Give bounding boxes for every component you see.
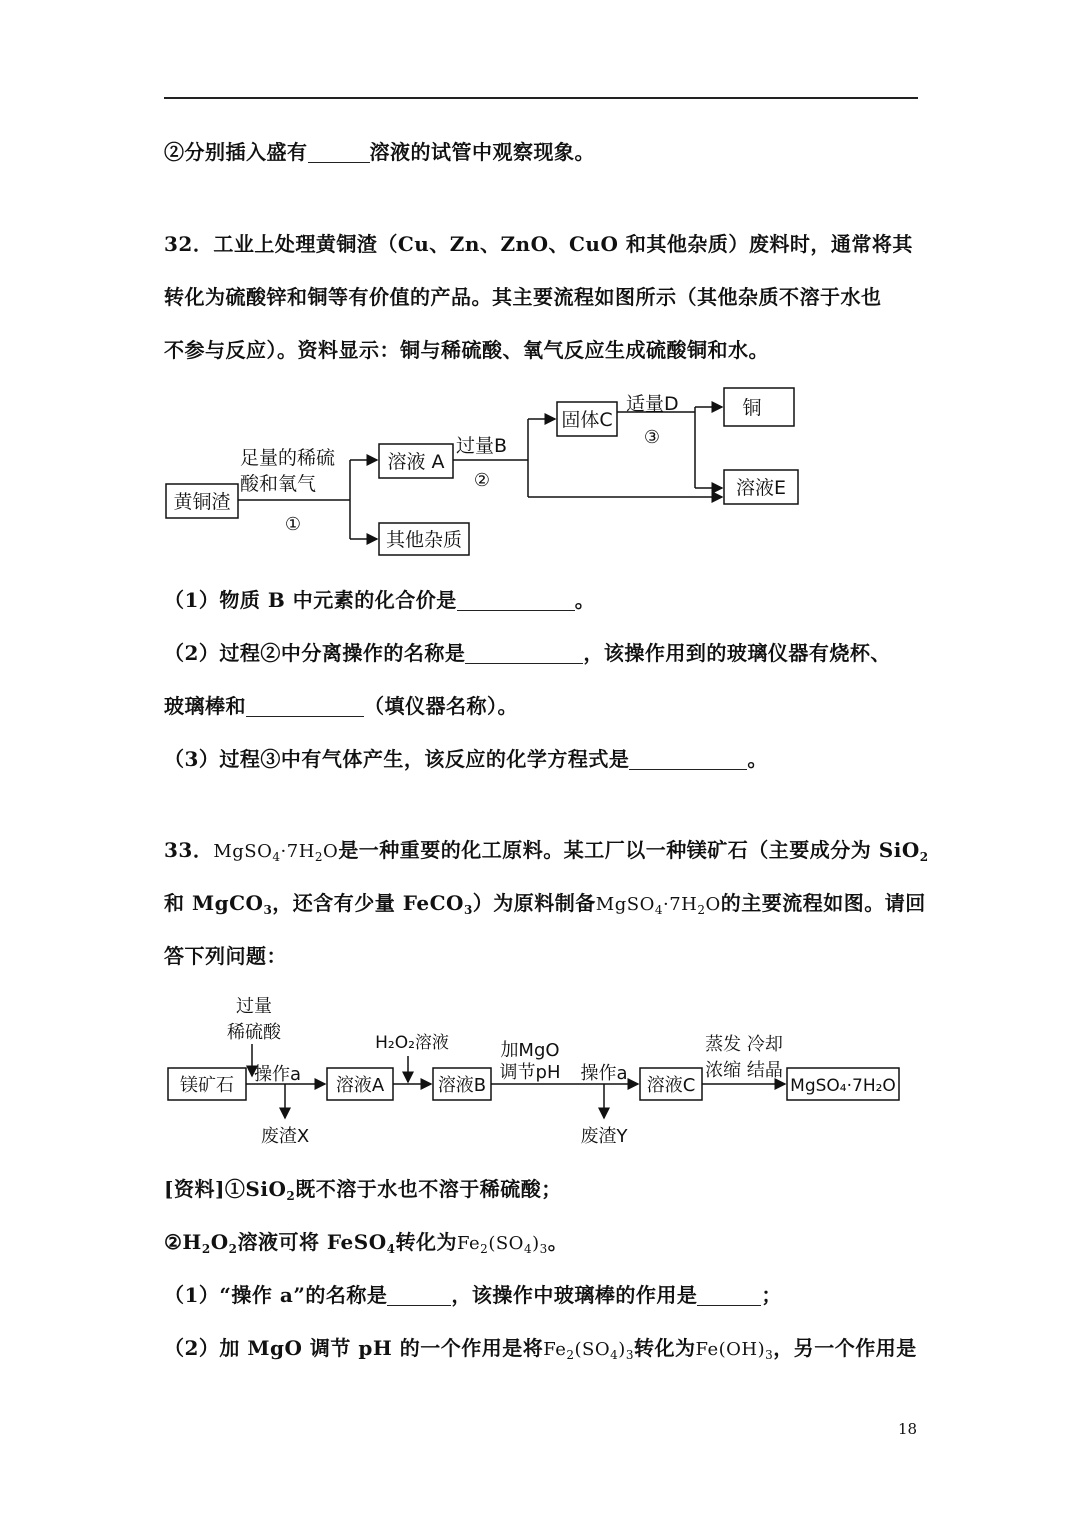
label-evap-b: 浓缩 结晶 [705,1060,783,1081]
q33-intro-line-3 [164,940,287,969]
q33-sub2-text-c: ，另一个作用是 [773,1336,917,1360]
q33-sub2 [164,1332,917,1362]
formula-sub: 3 [263,903,273,917]
label-mgo-b: 调节pH [499,1062,561,1083]
q32-intro-3: 不参与反应）。资料显示：铜与稀硫酸、氧气反应生成硫酸铜和水。 [164,338,769,362]
formula-sub: 3 [625,1348,634,1362]
answer-blank[interactable] [629,747,747,770]
fe-oh: Fe(OH) [695,1339,766,1360]
fe-b: (SO [574,1339,611,1360]
info-2h: 。 [547,1230,569,1254]
q32-sub1-text: （1）物质 B 中元素的化合价是 [164,588,457,612]
info-2a: ②H [164,1230,202,1254]
formula-sub: 2 [697,903,706,917]
info-1a: [资料]①SiO [164,1177,287,1201]
q33-intro-2b: ，还含有少量 FeCO [272,891,464,915]
formula-sub: 2 [919,850,929,864]
formula-sub: 2 [480,1242,489,1256]
header-rule [164,97,918,99]
answer-blank[interactable] [465,641,583,664]
formula-sub: 2 [566,1348,575,1362]
q33-intro-2c: ）为原料制备 [472,891,596,915]
prev-text-b: 溶液的试管中观察现象。 [369,140,595,164]
label-solid-c: 固体C [561,409,613,431]
q32-sub3-text: （3）过程③中有气体产生，该反应的化学方程式是 [164,747,630,771]
label-reagent3: 适量D [626,393,679,415]
formula-sub: 3 [463,903,473,917]
label-reagent-b: 稀硫酸 [227,1022,281,1043]
formula-sub: 4 [523,1242,533,1256]
label-waste-x: 废渣X [260,1126,310,1147]
label-ore: 镁矿石 [180,1075,234,1096]
label-product: MgSO₄·7H₂O [790,1076,896,1096]
q33-info-1 [164,1173,562,1203]
q33-intro-2a: 和 MgCO [164,891,264,915]
formula-c: O [705,894,721,915]
formula-b: ·7H [662,894,698,915]
label-impurity: 其他杂质 [385,529,463,551]
q33-intro-line-2 [164,887,926,917]
answer-blank[interactable] [697,1283,761,1306]
info-2d: 转化为 [395,1230,457,1254]
q32-intro-2: 转化为硫酸锌和铜等有价值的产品。其主要流程如图所示（其他杂质不溶于水也 [164,285,882,309]
q32-sub1-end: 。 [574,588,596,612]
label-h2o2: H₂O₂溶液 [375,1033,449,1053]
info-2c: 溶液可将 FeSO [237,1230,387,1254]
q32-intro-line-3 [164,334,769,363]
q32-sub2 [164,637,891,666]
q32-sub2-text: （2）过程②中分离操作的名称是 [164,641,466,665]
q33-sub1-text: （1）“操作 a”的名称是 [164,1283,388,1307]
q32-sub2-cont [164,690,518,719]
q32-sub2-text-d: （填仪器名称）。 [364,694,518,718]
info-2b: O [210,1230,229,1254]
label-op2: 操作a [580,1063,628,1084]
q32-sub2-text-c: 玻璃棒和 [164,694,246,718]
formula-sub: 2 [314,850,324,864]
answer-blank[interactable] [457,588,575,611]
info-2g: ) [532,1233,540,1254]
label-step3: ③ [643,427,661,448]
formula-sub: 2 [201,1242,211,1256]
info-2e: Fe [457,1233,481,1254]
q32-flow-diagram [160,380,820,565]
label-solution-e: 溶液E [735,477,787,499]
q33-sub2-text: （2）加 MgO 调节 pH 的一个作用是将 [164,1336,544,1360]
formula-b: ·7H [280,841,315,862]
formula-sub: 4 [386,1242,396,1256]
prev-question-line [164,136,595,165]
fe-c: ) [618,1339,626,1360]
answer-blank[interactable] [308,140,370,163]
formula-sub: 3 [765,1348,774,1362]
label-solution-a: 溶液 A [387,451,445,473]
formula-sub: 4 [654,903,663,917]
q32-number: 32． [164,232,214,256]
page-number: 18 [898,1420,918,1438]
q32-sub3 [164,743,768,772]
answer-blank[interactable] [246,694,364,717]
label-solution-a: 溶液A [335,1075,385,1096]
label-evap-a: 蒸发 冷却 [705,1034,783,1055]
formula-c: O [323,841,339,862]
label-reagent1-b: 酸和氧气 [240,473,317,495]
q33-sub1-text-b: ，该操作中玻璃棒的作用是 [451,1283,698,1307]
label-copper: 铜 [742,397,762,419]
q33-intro-line-1 [164,834,929,864]
info-1b: 既不溶于水也不溶于稀硫酸； [295,1177,562,1201]
prev-text-a: ②分别插入盛有 [164,140,308,164]
formula-a: MgSO [213,841,273,862]
label-step2: ② [473,470,491,491]
label-solution-b: 溶液B [437,1075,487,1096]
q33-intro-1: 是一种重要的化工原料。某工厂以一种镁矿石（主要成分为 SiO [338,838,920,862]
q32-intro-line-2 [164,281,882,310]
label-step1: ① [284,514,302,535]
formula-sub: 4 [610,1348,619,1362]
q32-sub2-text-b: ，该操作用到的玻璃仪器有烧杯、 [583,641,891,665]
q33-sub1-end: ； [761,1283,782,1307]
fe-a: Fe [543,1339,567,1360]
q33-intro-2d: 的主要流程如图。请回 [720,891,926,915]
q33-sub2-text-b: 转化为 [633,1336,696,1360]
q33-info-2 [164,1226,568,1256]
formula-sub: 2 [228,1242,238,1256]
formula-sub: 4 [272,850,281,864]
q33-number: 33． [164,838,214,862]
q32-sub3-end: 。 [747,747,768,771]
label-waste-y: 废渣Y [580,1126,628,1147]
q32-intro-1: 工业上处理黄铜渣（Cu、Zn、ZnO、CuO 和其他杂质）废料时，通常将其 [213,232,913,256]
label-mgo-a: 加MgO [500,1040,560,1061]
label-reagent2: 过量B [456,435,508,457]
q33-intro-3: 答下列问题： [164,944,287,968]
formula-a: MgSO [595,894,655,915]
formula-sub: 2 [286,1189,296,1203]
info-2f: (SO [488,1233,524,1254]
label-solution-c: 溶液C [646,1075,696,1096]
formula-sub: 3 [539,1242,548,1256]
label-op1: 操作a [254,1064,302,1085]
answer-blank[interactable] [387,1283,451,1306]
label-reagent1-a: 足量的稀硫 [240,447,336,469]
q33-flow-diagram [160,990,910,1150]
label-start: 黄铜渣 [173,491,231,513]
q33-sub1 [164,1279,782,1308]
q32-intro-line-1 [164,228,913,257]
label-reagent-a: 过量 [236,996,272,1017]
q32-sub1 [164,584,595,613]
